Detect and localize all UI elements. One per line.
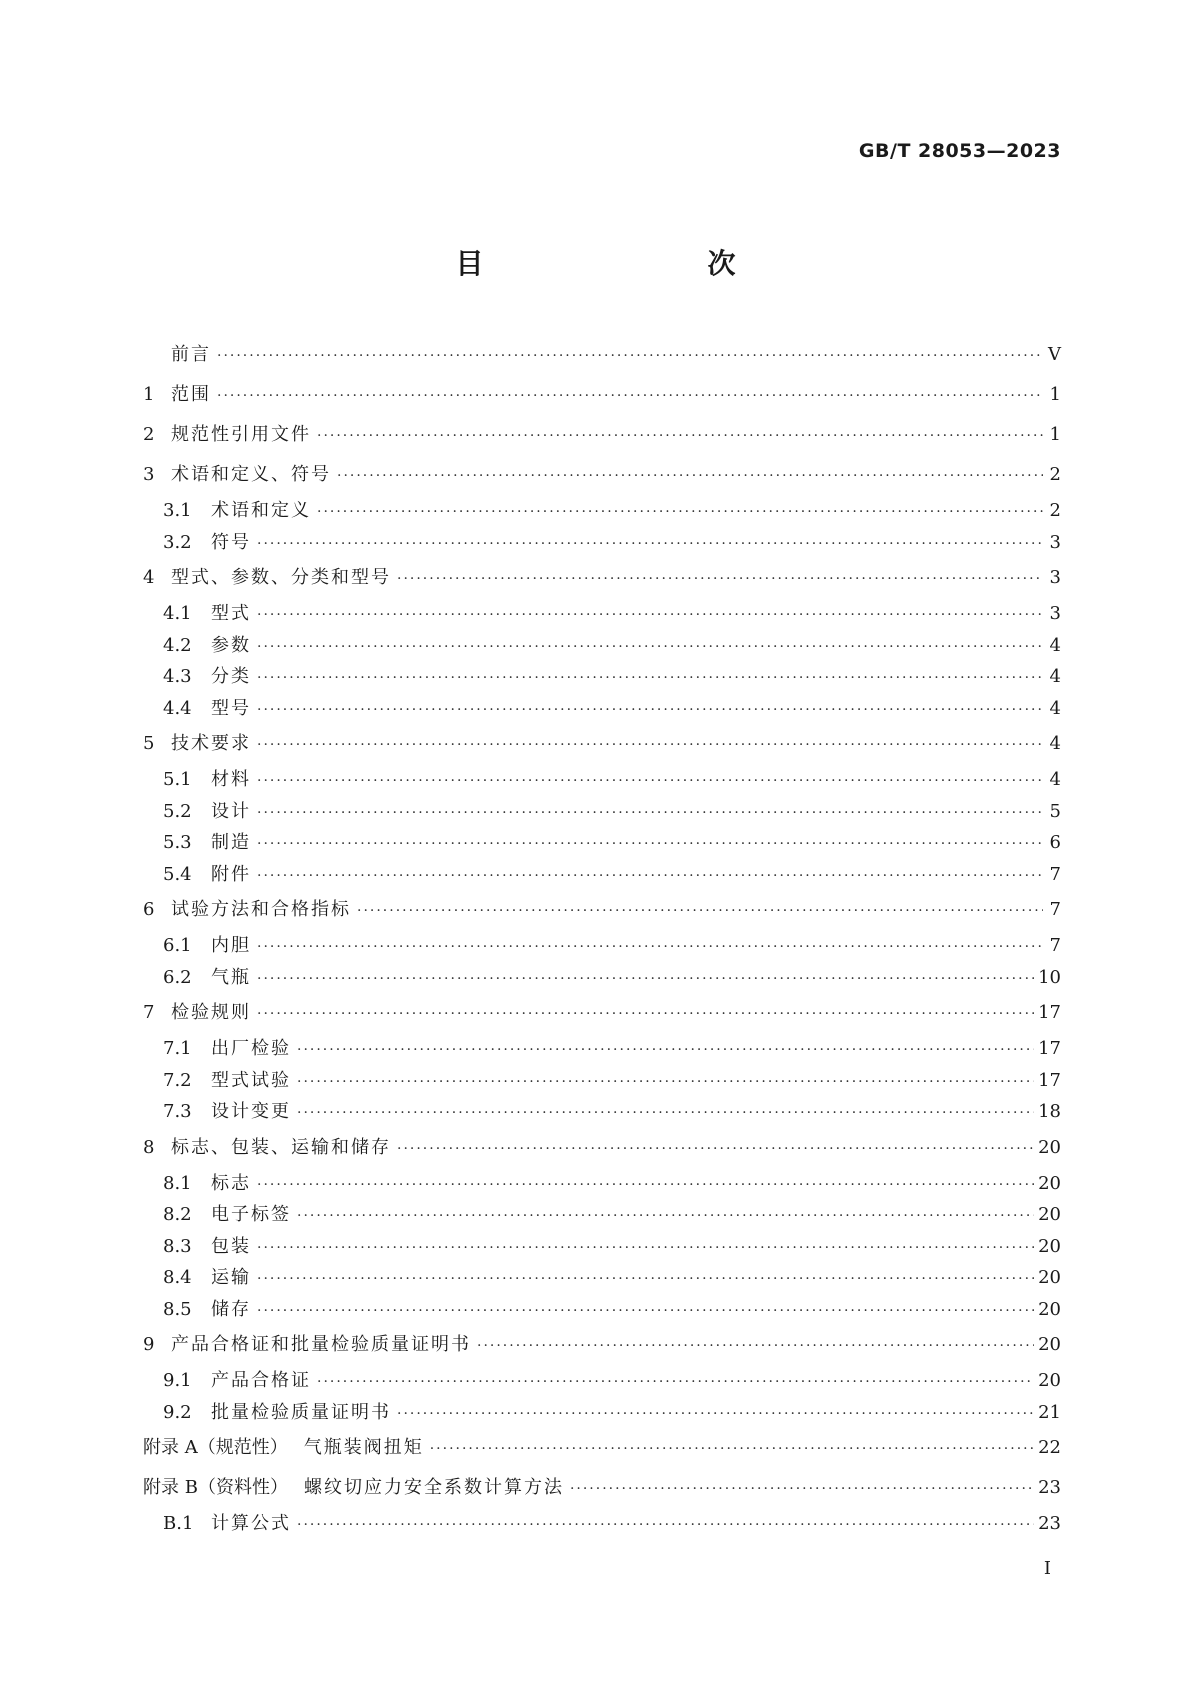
toc-entry-page: 20 (1038, 1267, 1061, 1288)
toc-entry-number: 附录 B（资料性） (143, 1477, 288, 1498)
toc-entry-page: 20 (1038, 1298, 1061, 1320)
toc-entry-number: 8.2 (163, 1204, 192, 1225)
toc-entry-label: 型式 (211, 603, 251, 624)
toc-entry-label: 型式试验 (211, 1069, 291, 1091)
toc-entry-page: 3 (1049, 531, 1061, 553)
dot-leader (257, 1271, 1034, 1287)
toc-entry-number: 7.2 (163, 1069, 192, 1091)
toc-entry[interactable] (143, 528, 1061, 560)
toc-entry-page: 4 (1049, 666, 1061, 687)
toc-entry-label: 设计变更 (211, 1101, 291, 1122)
toc-entry-page: 20 (1038, 1136, 1061, 1158)
toc-entry-label: 计算公式 (211, 1513, 291, 1534)
toc-entry-number: 4.4 (163, 697, 192, 719)
dot-leader (257, 1006, 1034, 1022)
toc-entry[interactable] (143, 765, 1061, 797)
toc-entry[interactable] (143, 998, 1061, 1034)
toc-entry-page: 3 (1049, 567, 1061, 588)
dot-leader (317, 428, 1043, 444)
toc-entry-label: 规范性引用文件 (171, 424, 311, 445)
toc-entry[interactable] (143, 1433, 1061, 1469)
dot-leader (257, 536, 1043, 552)
toc-entry-number: 附录 A（规范性） (143, 1437, 288, 1458)
toc-entry[interactable] (143, 1066, 1061, 1098)
dot-leader (397, 571, 1043, 587)
toc-entry-label: 参数 (211, 634, 251, 656)
toc-entry-number: 2 (143, 424, 155, 445)
toc-entry-page: 2 (1049, 500, 1061, 521)
dot-leader (217, 388, 1043, 404)
toc-entry-number: 1 (143, 384, 155, 405)
toc-entry-label: 气瓶 (211, 966, 251, 988)
toc-entry-page: 18 (1038, 1101, 1061, 1122)
toc-entry[interactable] (143, 496, 1061, 528)
dot-leader (430, 1441, 1034, 1457)
toc-entry-number: B.1 (163, 1513, 194, 1534)
toc-entry-page: 23 (1038, 1477, 1061, 1498)
toc-entry-page: 2 (1049, 464, 1061, 485)
dot-leader (257, 1303, 1034, 1319)
toc-entry-label: 材料 (211, 769, 251, 790)
dot-leader (397, 1406, 1034, 1422)
toc-entry-label: 制造 (211, 832, 251, 853)
toc-entry-page: 22 (1038, 1437, 1061, 1458)
dot-leader (257, 939, 1043, 955)
toc-entry-label: 分类 (211, 666, 251, 687)
toc-entry-page: 17 (1038, 1069, 1061, 1091)
dot-leader (477, 1338, 1034, 1354)
toc-entry[interactable] (143, 1263, 1061, 1295)
toc-entry-page: 20 (1038, 1370, 1061, 1391)
toc-entry-number: 9.2 (163, 1401, 192, 1423)
dot-leader (297, 1074, 1034, 1090)
toc-entry[interactable] (143, 1097, 1061, 1129)
toc-entry[interactable] (143, 1232, 1061, 1264)
toc-entry-label: 型式、参数、分类和型号 (171, 567, 391, 588)
toc-entry-label: 产品合格证 (211, 1370, 311, 1391)
dot-leader (257, 607, 1043, 623)
toc-entry-number: 9.1 (163, 1370, 192, 1391)
toc-entry[interactable] (143, 380, 1061, 416)
dot-leader (297, 1208, 1034, 1224)
dot-leader (357, 903, 1043, 919)
toc-entry-number: 3 (143, 464, 155, 485)
toc-entry-number: 4.3 (163, 666, 192, 687)
toc-entry-label: 运输 (211, 1267, 251, 1288)
toc-entry-label: 符号 (211, 531, 251, 553)
toc-entry-page: 4 (1049, 634, 1061, 656)
toc-entry-page: 17 (1038, 1002, 1061, 1023)
dot-leader (257, 773, 1043, 789)
toc-entry-page: 4 (1049, 769, 1061, 790)
toc-entry-label: 电子标签 (211, 1204, 291, 1225)
toc-entry[interactable] (143, 860, 1061, 892)
toc-entry-label: 前言 (171, 344, 211, 365)
toc-entry-number: 6.1 (163, 935, 192, 956)
dot-leader (257, 639, 1043, 655)
dot-leader (257, 805, 1043, 821)
toc-entry-number: 4 (143, 567, 155, 588)
page-title: 目 次 (455, 247, 792, 280)
toc-entry-label: 技术要求 (171, 733, 251, 754)
toc-entry-page: 20 (1038, 1172, 1061, 1194)
toc-entry[interactable] (143, 694, 1061, 726)
toc-entry[interactable] (143, 963, 1061, 995)
toc-entry[interactable] (143, 420, 1061, 456)
toc-entry-label: 设计 (211, 800, 251, 822)
toc-entry-number: 4.2 (163, 634, 192, 656)
dot-leader (317, 1374, 1034, 1390)
toc-entry-label: 气瓶装阀扭矩 (303, 1437, 424, 1458)
toc-entry[interactable] (143, 1509, 1061, 1541)
toc-entry[interactable] (143, 797, 1061, 829)
toc-entry-page: 5 (1049, 800, 1061, 822)
dot-leader (257, 836, 1043, 852)
toc-entry[interactable] (143, 1034, 1061, 1066)
toc-entry-number: 3.2 (163, 531, 192, 553)
toc-entry-label: 内胆 (211, 935, 251, 956)
toc-entry[interactable] (143, 729, 1061, 765)
toc-entry-label: 型号 (211, 697, 251, 719)
toc-entry-label: 螺纹切应力安全系数计算方法 (303, 1477, 564, 1498)
dot-leader (297, 1517, 1034, 1533)
toc-entry-label: 产品合格证和批量检验质量证明书 (171, 1334, 471, 1355)
toc-entry-label: 标志、包装、运输和储存 (171, 1136, 391, 1158)
toc-entry-page: 4 (1049, 697, 1061, 719)
toc-entry[interactable] (143, 1398, 1061, 1430)
toc-entry-number: 7 (143, 1002, 155, 1023)
dot-leader (217, 348, 1043, 364)
toc-entry[interactable] (143, 662, 1061, 694)
toc-entry-page: 7 (1049, 899, 1061, 920)
toc-entry-page: V (1048, 344, 1061, 365)
dot-leader (257, 1177, 1034, 1193)
toc-entry-page: 1 (1049, 424, 1061, 445)
toc-entry[interactable] (143, 340, 1061, 376)
toc-entry-page: 6 (1049, 832, 1061, 853)
toc-entry-page: 23 (1038, 1513, 1061, 1534)
toc-entry-label: 术语和定义 (211, 500, 311, 521)
dot-leader (257, 737, 1043, 753)
dot-leader (257, 971, 1034, 987)
toc-entry-page: 3 (1049, 603, 1061, 624)
toc-entry-label: 术语和定义、符号 (171, 464, 331, 485)
dot-leader (570, 1481, 1034, 1497)
toc-entry-label: 范围 (171, 384, 211, 405)
toc-entry-number: 7.1 (163, 1038, 192, 1059)
toc-entry-number: 5.3 (163, 832, 192, 853)
toc-entry-page: 7 (1049, 863, 1061, 885)
toc-entry[interactable] (143, 895, 1061, 931)
toc-entry-number: 8.4 (163, 1267, 192, 1288)
toc-entry[interactable] (143, 931, 1061, 963)
toc-entry[interactable] (143, 1169, 1061, 1201)
dot-leader (257, 868, 1043, 884)
toc-entry[interactable] (143, 1366, 1061, 1398)
toc-entry[interactable] (143, 563, 1061, 599)
toc-entry-page: 21 (1038, 1401, 1061, 1423)
toc-entry[interactable] (143, 1133, 1061, 1169)
toc-entry-page: 20 (1038, 1235, 1061, 1257)
dot-leader (257, 670, 1043, 686)
toc-entry-label: 标志 (211, 1172, 251, 1194)
toc-entry-number: 8.1 (163, 1172, 192, 1194)
toc-entry-number: 5.1 (163, 769, 192, 790)
toc-entry-page: 20 (1038, 1334, 1061, 1355)
dot-leader (297, 1105, 1034, 1121)
toc-entry-number: 7.3 (163, 1101, 192, 1122)
toc-entry-number: 5.4 (163, 863, 192, 885)
toc-entry-page: 17 (1038, 1038, 1061, 1059)
standard-code: GB/T 28053—2023 (858, 140, 1061, 162)
toc-entry-label: 批量检验质量证明书 (211, 1401, 391, 1423)
toc-entry-page: 4 (1049, 733, 1061, 754)
toc-entry-number: 3.1 (163, 500, 192, 521)
toc-entry[interactable] (143, 599, 1061, 631)
toc-entry-page: 20 (1038, 1204, 1061, 1225)
toc-entry[interactable] (143, 631, 1061, 663)
toc-entry[interactable] (143, 1295, 1061, 1327)
dot-leader (257, 702, 1043, 718)
toc-entry-number: 8.5 (163, 1298, 192, 1320)
table-of-contents (143, 340, 1061, 1541)
dot-leader (337, 468, 1043, 484)
toc-entry-label: 储存 (211, 1298, 251, 1320)
toc-entry-number: 5 (143, 733, 155, 754)
toc-entry-number: 6 (143, 899, 155, 920)
toc-entry-number: 6.2 (163, 966, 192, 988)
toc-entry-number: 9 (143, 1334, 155, 1355)
toc-entry-page: 7 (1049, 935, 1061, 956)
toc-entry-number: 8.3 (163, 1235, 192, 1257)
toc-entry[interactable] (143, 1473, 1061, 1509)
page-number: I (1043, 1558, 1051, 1579)
dot-leader (257, 1240, 1034, 1256)
dot-leader (397, 1141, 1034, 1157)
toc-entry-number: 8 (143, 1136, 155, 1158)
toc-entry[interactable] (143, 1330, 1061, 1366)
toc-entry-label: 包装 (211, 1235, 251, 1257)
toc-entry-label: 检验规则 (171, 1002, 251, 1023)
toc-entry-label: 出厂检验 (211, 1038, 291, 1059)
toc-entry-label: 试验方法和合格指标 (171, 899, 351, 920)
toc-entry[interactable] (143, 828, 1061, 860)
toc-entry-page: 1 (1049, 384, 1061, 405)
toc-entry[interactable] (143, 1200, 1061, 1232)
toc-entry-label: 附件 (211, 863, 251, 885)
toc-entry-number: 4.1 (163, 603, 192, 624)
dot-leader (297, 1042, 1034, 1058)
toc-entry-page: 10 (1038, 966, 1061, 988)
toc-entry[interactable] (143, 460, 1061, 496)
toc-entry-number: 5.2 (163, 800, 192, 822)
dot-leader (317, 504, 1043, 520)
